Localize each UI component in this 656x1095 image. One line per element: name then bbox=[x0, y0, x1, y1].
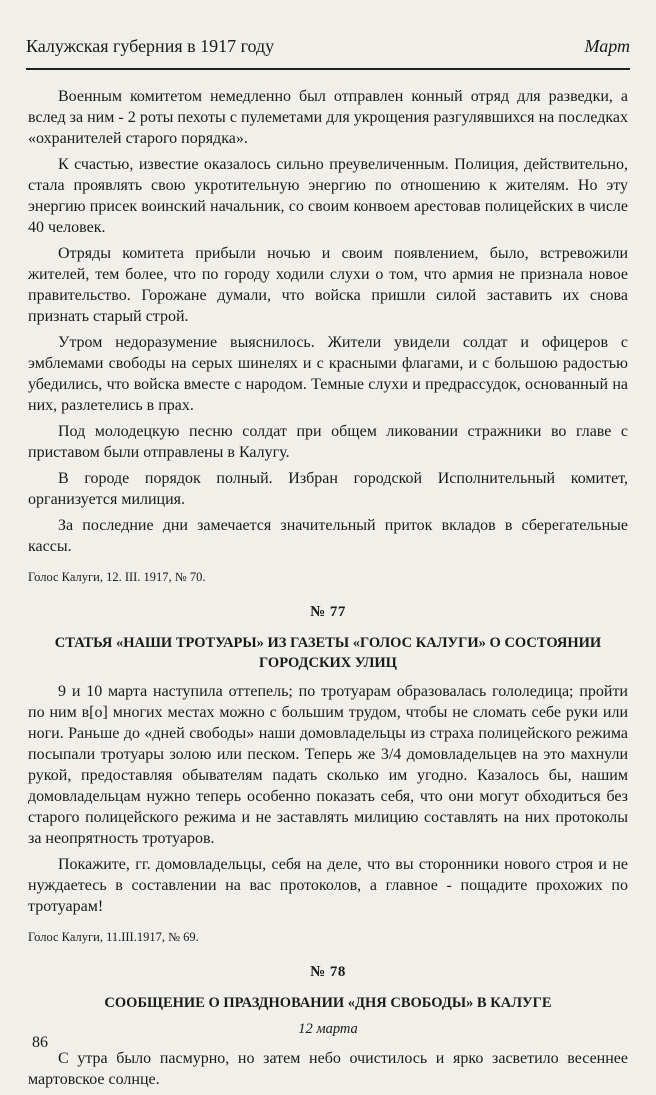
document-title: СТАТЬЯ «НАШИ ТРОТУАРЫ» ИЗ ГАЗЕТЫ «ГОЛОС КАЛУГИ» О СОСТОЯНИИ ГОРОДСКИХ УЛИЦ bbox=[54, 635, 602, 671]
document-number: № 78 bbox=[310, 964, 346, 980]
paragraph: С утра было пасмурно, но затем небо очистилось и ярко засветило весеннее мартовское солнце. bbox=[28, 1050, 628, 1088]
paragraph: Отряды комитета прибыли ночью и своим появлением, было, встревожили жителей, тем более, что по городу ходили слухи о том, что армия не признала новое правительство. Горожане думали, что войска пришли силой заставить их снова признать старый строй. bbox=[28, 245, 628, 325]
paragraph: 9 и 10 марта наступила оттепель; по тротуарам образовалась гололедица; пройти по ним в[о] многих местах можно с большим трудом, чтобы не сломать себе руки или ноги. Раньше до «дней свободы» наши домовладельцы из страха полицейского режима посыпали тротуары золою или песком. Теперь же 3/4 домовладельцев на это махнули рукой, предоставляя обывателям падать сколько им угодно. Казалось бы, нашим домовладельцам нужно теперь особенно показать себя, что они могут обходиться без старого полицейского режима и не заставлять милицию составлять на них протоколы за неопрятность тротуаров. bbox=[28, 683, 628, 847]
source-citation: Голос Калуги, 12. III. 1917, № 70. bbox=[28, 570, 206, 584]
document-date: 12 марта bbox=[298, 1021, 358, 1037]
source-citation: Голос Калуги, 11.III.1917, № 69. bbox=[28, 930, 199, 944]
paragraph: За последние дни замечается значительный приток вкладов в сберегательные кассы. bbox=[28, 517, 628, 555]
running-header-month: Март bbox=[584, 36, 630, 56]
body-text bbox=[28, 86, 628, 1095]
paragraph: К счастью, известие оказалось сильно преувеличенным. Полиция, действительно, стала проявлять свою укротительную энергию по отношению к жителям. Но эту энергию присек воинский начальник, со своим конвоем арестовав полицейских в числе 40 человек. bbox=[28, 156, 628, 236]
running-header-title: Калужская губерния в 1917 году bbox=[26, 36, 275, 56]
page-number: 86 bbox=[32, 1034, 48, 1051]
document-number: № 77 bbox=[310, 604, 346, 620]
document-title: СООБЩЕНИЕ О ПРАЗДНОВАНИИ «ДНЯ СВОБОДЫ» В КАЛУГЕ bbox=[104, 995, 552, 1011]
paragraph: Военным комитетом немедленно был отправлен конный отряд для разведки, а вслед за ним - 2 роты пехоты с пулеметами для укрощения разгулявшихся на последках «охранителей старого порядка». bbox=[28, 88, 628, 147]
running-header bbox=[26, 28, 630, 70]
paragraph: Утром недоразумение выяснилось. Жители увидели солдат и офицеров с эмблемами свободы на серых шинелях и с красными флагами, и с большою радостью убедились, что войска вместе с народом. Темные слухи и предрассудок, основанный на них, разлетелись в прах. bbox=[28, 334, 628, 414]
paragraph: В городе порядок полный. Избран городской Исполнительный комитет, организуется милиция. bbox=[28, 470, 628, 508]
paragraph: Покажите, гг. домовладельцы, себя на деле, что вы сторонники нового строя и не нуждаетесь в составлении на вас протоколов, а главное - пощадите прохожих по тротуарам! bbox=[28, 856, 628, 915]
paragraph: Под молодецкую песню солдат при общем ликовании стражники во главе с приставом были отправлены в Калугу. bbox=[28, 423, 628, 461]
